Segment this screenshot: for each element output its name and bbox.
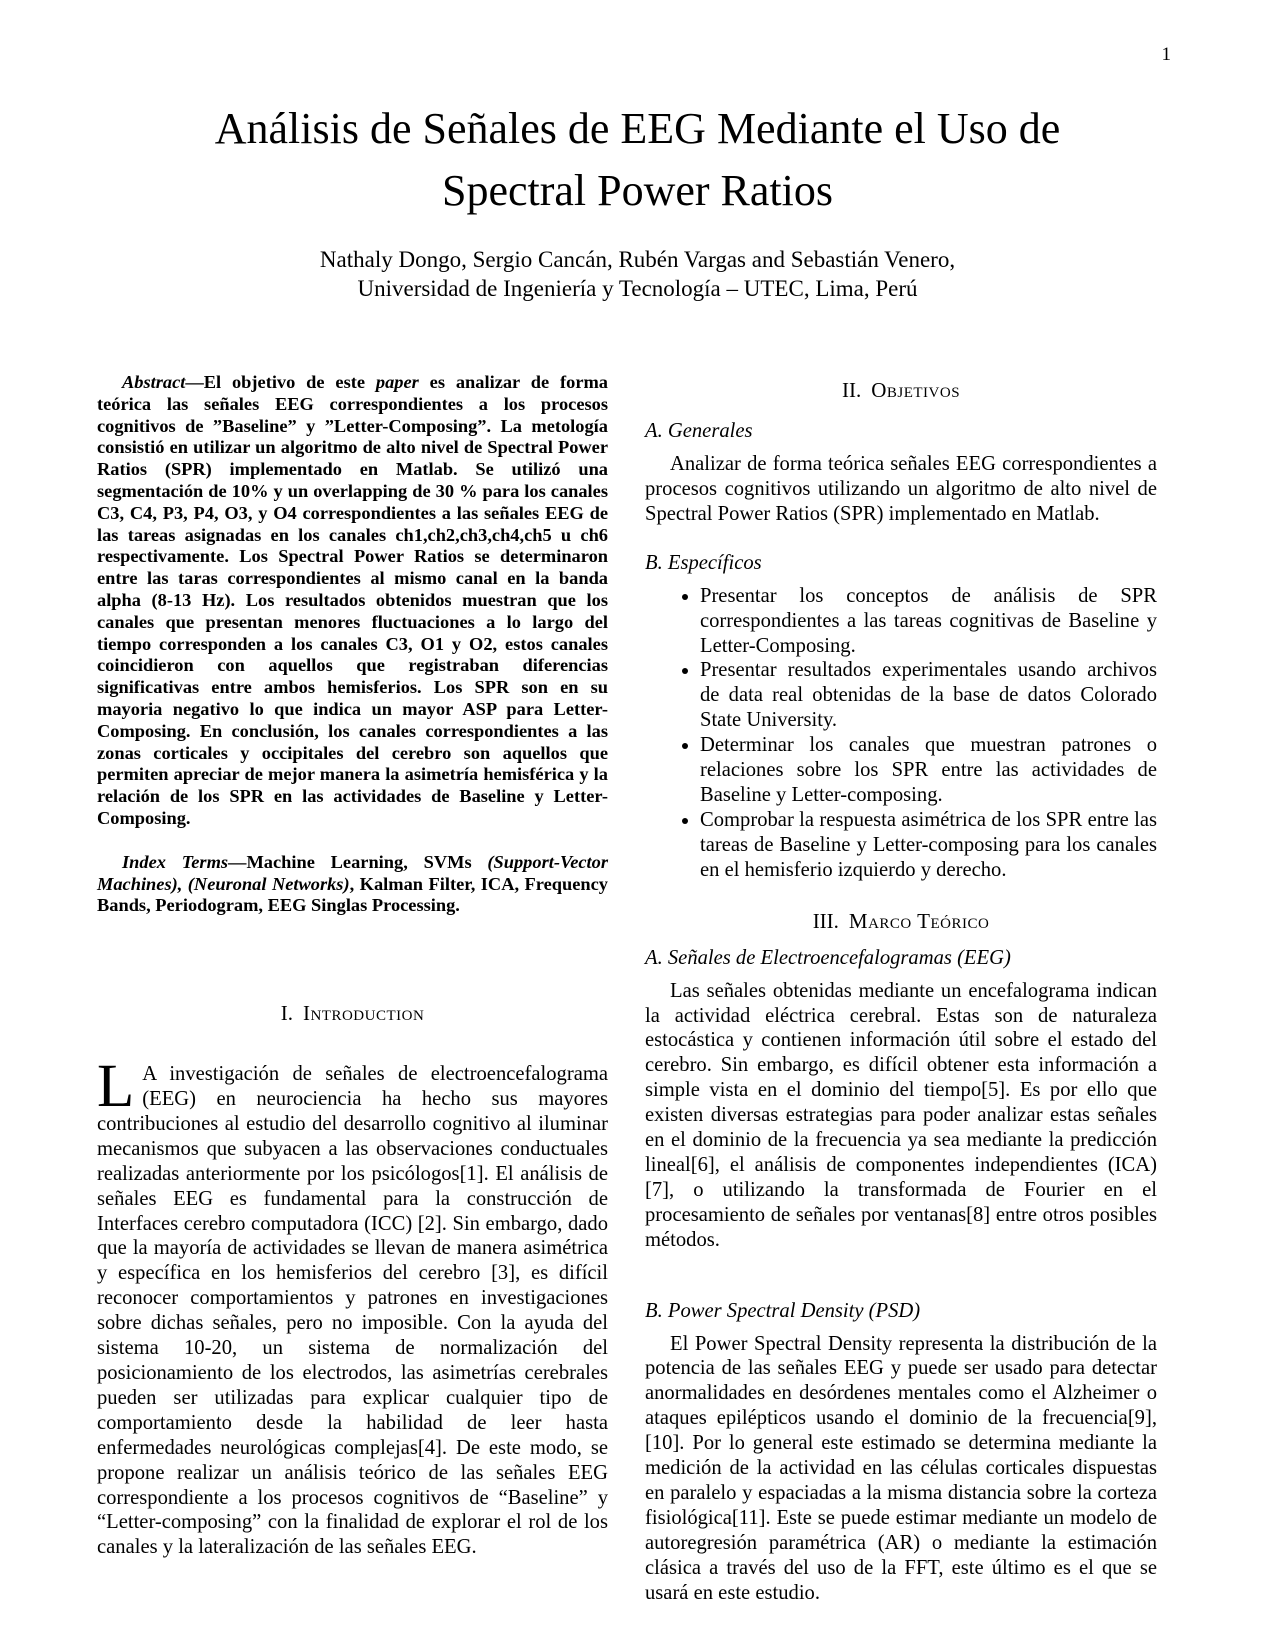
- left-column: [97, 372, 608, 1606]
- section-heading-objetivos: [645, 378, 1157, 403]
- list-item: • Comprobar la respuesta asimétrica de los SPR entre las tareas de Baseline y Letter-composing para los canales en el hemisferio izquierdo y derecho.: [700, 808, 1157, 883]
- section-number: II.: [841, 378, 862, 402]
- abstract-paragraph: [97, 372, 608, 830]
- paper-header: [0, 98, 1275, 303]
- section-number: I.: [280, 1001, 293, 1026]
- section-title: Introduction: [302, 1001, 425, 1026]
- page-number: 1: [1161, 44, 1171, 65]
- list-item: • Presentar los conceptos de análisis de SPR correspondientes a las tareas cognitivas de Baseline y Letter-Composing.: [700, 584, 1157, 659]
- abstract-lead: Abstract: [122, 372, 186, 392]
- eeg-paragraph: Las señales obtenidas mediante un encefalograma indican la actividad eléctrica cerebral. Estas son de naturaleza estocástica y contienen información útil sobre el estado del cerebro. Sin embargo, es difícil obtener esta información a simple vista en el dominio del tiempo[5]. Es por ello que existen diversas estrategias para poder analizar estas señales en el dominio de la frecuencia ya sea mediante la predicción lineal[6], el análisis de componentes independientes (ICA)[7], o utilizando la transformada de Fourier en el procesamiento de señales por ventanas[8] entre otros posibles métodos.: [645, 979, 1157, 1251]
- introduction-paragraph: [97, 1053, 608, 1560]
- section-heading-introduction: [97, 1001, 608, 1026]
- title-line-1: Análisis de Señales de EEG Mediante el Uso de: [214, 104, 1061, 153]
- page-title: [0, 98, 1275, 222]
- list-item: • Determinar los canales que muestran patrones o relaciones sobre los SPR entre las actividades de Baseline y Letter-composing.: [700, 733, 1157, 808]
- authors-line: Nathaly Dongo, Sergio Cancán, Rubén Vargas and Sebastián Venero,: [319, 247, 956, 272]
- especificos-list: [645, 584, 1157, 883]
- title-line-2: Spectral Power Ratios: [441, 166, 834, 215]
- introduction-text: A investigación de señales de electroencefalograma (EEG) en neurociencia ha hecho sus mayores contribuciones al estudio del desarrollo cognitivo al iluminar mecanismos que subyacen a las observaciones conductuales realizadas anteriormente por los psicólogos[1]. El análisis de señales EEG es fundamental para la construcción de Interfaces cerebro computadora (ICC) [2]. Sin embargo, dado que la mayoría de actividades se llevan de manera asimétrica y específica en los hemisferios del cerebro [3], es difícil reconocer comportamientos y patrones en investigaciones sobre dichas señales, pero no imposible. Con la ayuda del sistema 10-20, un sistema de normalización del posicionamiento de los electrodos, las asimetrías cerebrales pueden ser utilizadas para explicar cualquier tipo de comportamiento desde la habilidad de leer hasta enfermedades neurológicas complejas[4]. De este modo, se propone realizar un análisis teórico de las señales EEG correspondiente a los procesos cognitivos de “Baseline” y “Letter-composing” con la finalidad de explorar el rol de los canales y la lateralización de las señales EEG.: [97, 1063, 608, 1559]
- right-column: [645, 372, 1157, 1606]
- subsection-generales: A. Generales: [645, 420, 753, 442]
- psd-paragraph: El Power Spectral Density representa la distribución de la potencia de las señales EEG y puede ser usado para detectar anormalidades en desórdenes mentales como el Alzheimer o ataques epilépticos usando el dominio de la frecuencia[9],[10]. Por lo general este estimado se determina mediante la medición de la actividad en las células corticales dispuestas en paralelo y espaciadas a la misma distancia sobre la corteza fisiológica[11]. Este se puede estimar mediante un modelo de autoregresión paramétrica (AR) o mediante la estimación clásica a través del uso de la FFT, este último es el que se usará en este estudio.: [645, 1332, 1157, 1604]
- section-number: III.: [812, 908, 839, 933]
- index-terms-paragraph: [97, 852, 608, 917]
- two-column-body: [97, 372, 1157, 1606]
- section-heading-marco-teorico: [645, 909, 1157, 934]
- section-title: Objetivos: [871, 378, 961, 402]
- list-item: • Presentar resultados experimentales usando archivos de data real obtenidas de la base de datos Colorado State University.: [700, 658, 1157, 733]
- subsection-psd: B. Power Spectral Density (PSD): [645, 1299, 921, 1322]
- affiliation-line: Universidad de Ingeniería y Tecnología – UTEC, Lima, Perú: [357, 276, 918, 301]
- abstract-body: —El objetivo de este paper es analizar de forma teórica las señales EEG correspondientes a los procesos cognitivos de ”Baseline” y ”Letter-Composing”. La metología consistió en utilizar un algoritmo de alto nivel de Spectral Power Ratios (SPR) implementado en Matlab. Se utilizó una segmentación de 10% y un overlapping de 30 % para los canales C3, C4, P3, P4, O3, y O4 correspondientes a las señales EEG de las tareas asignadas en los canales ch1,ch2,ch3,ch4,ch5 u ch6 respectivamente. Los Spectral Power Ratios se determinaron entre las taras correspondientes al mismo canal en la banda alpha (8-13 Hz). Los resultados obtenidos muestran que los canales que presentan menores fluctuaciones a lo largo del tiempo corresponden a los canales C3, O1 y O2, estos canales coincidieron con aquellos que registraban diferencias significativas entre ambos hemisferios. Los SPR son en su mayoria negativo lo que indica un mayor ASP para Letter-Composing. En conclusión, los canales correspondientes a las zonas corticales y occipitales del cerebro son aquellos que permiten apreciar de mejor manera la asimetría hemisférica y la relación de los SPR en las actividades de Baseline y Letter-Composing.: [97, 372, 608, 828]
- index-terms-lead: Index Terms: [122, 851, 229, 872]
- generales-paragraph: Analizar de forma teórica señales EEG correspondientes a procesos cognitivos utilizando un algoritmo de alto nivel de Spectral Power Ratios (SPR) implementado en Matlab.: [645, 453, 1157, 525]
- section-title: Marco Teórico: [848, 908, 990, 933]
- dropcap-letter: L: [97, 1053, 135, 1121]
- subsection-especificos: B. Específicos: [645, 551, 762, 574]
- index-terms-body: —Machine Learning, SVMs (Support-Vector Machines), (Neuronal Networks), Kalman Filter, ICA, Frequency Bands, Periodogram, EEG Singlas Processing.: [97, 851, 608, 916]
- subsection-eeg: A. Señales de Electroencefalogramas (EEG): [645, 946, 1011, 969]
